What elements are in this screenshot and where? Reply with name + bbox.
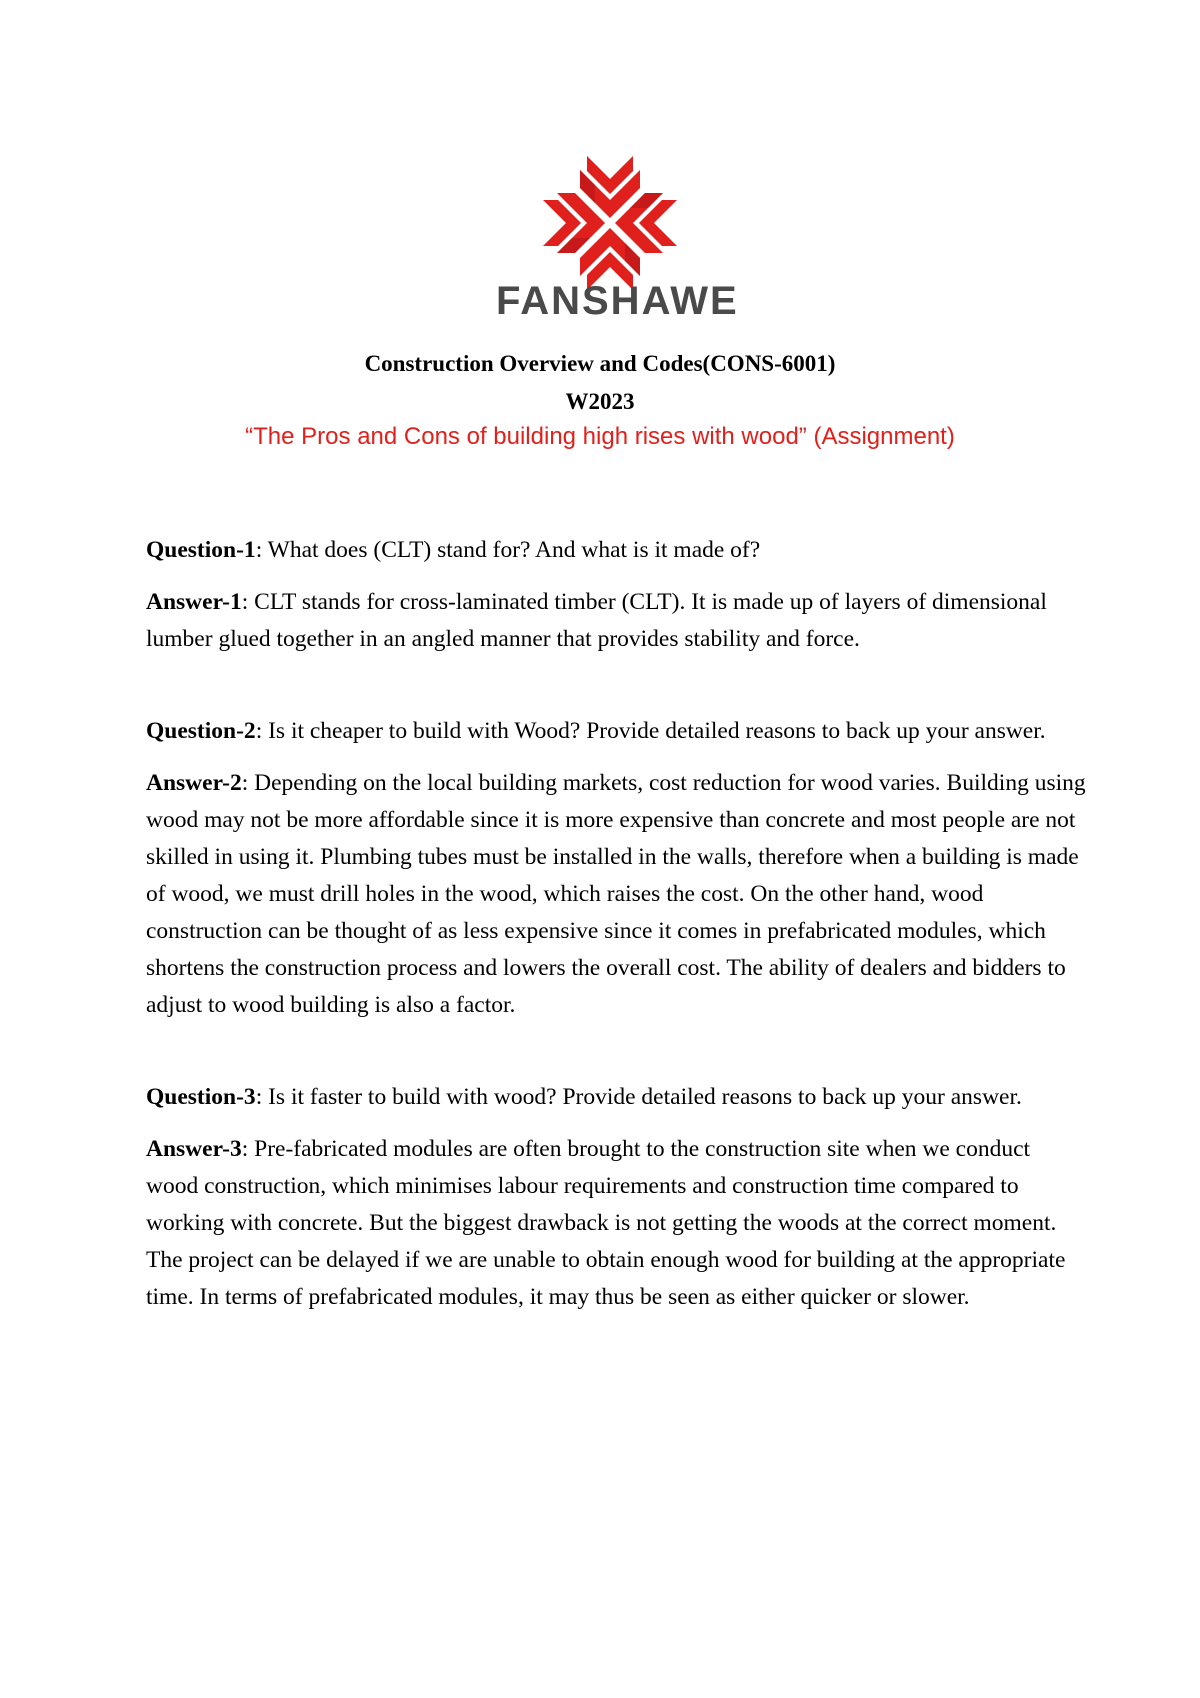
question-label: Question-2	[146, 718, 256, 744]
question-1	[146, 532, 1086, 569]
title-block	[0, 345, 1200, 457]
qa-content	[146, 532, 1086, 1371]
course-title: Construction Overview and Codes(CONS-6001)	[364, 351, 836, 376]
answer-label: Answer-1	[146, 589, 242, 615]
answer-2	[146, 765, 1086, 1024]
answer-label: Answer-2	[146, 770, 242, 796]
question-3	[146, 1079, 1086, 1116]
question-label: Question-1	[146, 537, 256, 563]
question-text: : Is it faster to build with wood? Provide detailed reasons to back up your answer.	[255, 1084, 1022, 1110]
answer-text: : Depending on the local building markets, cost reduction for wood varies. Building using wood may not be more affordable since it is more expensive than concrete and most people are not skilled in using it. Plumbing tubes must be installed in the walls, therefore when a building is made of wood, we must drill holes in the wood, which raises the cost. On the other hand, wood construction can be thought of as less expensive since it comes in prefabricated modules, which shortens the construction process and lowers the overall cost. The ability of dealers and bidders to adjust to wood building is also a factor.	[146, 770, 1086, 1018]
answer-1	[146, 584, 1086, 658]
question-text: : Is it cheaper to build with Wood? Provide detailed reasons to back up your answer.	[255, 718, 1046, 744]
fanshawe-logo	[450, 148, 770, 324]
answer-3	[146, 1131, 1086, 1316]
fanshawe-snowflake-icon	[535, 148, 685, 298]
answer-text: : CLT stands for cross-laminated timber (CLT). It is made up of layers of dimensional lumber glued together in an angled manner that provides stability and force.	[146, 589, 1047, 652]
question-label: Question-3	[146, 1084, 256, 1110]
answer-label: Answer-3	[146, 1136, 242, 1162]
question-2	[146, 713, 1086, 750]
answer-text: : Pre-fabricated modules are often brought to the construction site when we conduct wood construction, which minimises labour requirements and construction time compared to working with concrete. But the biggest drawback is not getting the woods at the correct moment. The project can be delayed if we are unable to obtain enough wood for building at the appropriate time. In terms of prefabricated modules, it may thus be seen as either quicker or slower.	[146, 1136, 1066, 1310]
question-text: : What does (CLT) stand for? And what is it made of?	[255, 537, 761, 563]
term-label: W2023	[565, 389, 635, 414]
fanshawe-wordmark: FANSHAWE	[496, 279, 739, 323]
assignment-subtitle: “The Pros and Cons of building high rises with wood” (Assignment)	[245, 423, 955, 450]
